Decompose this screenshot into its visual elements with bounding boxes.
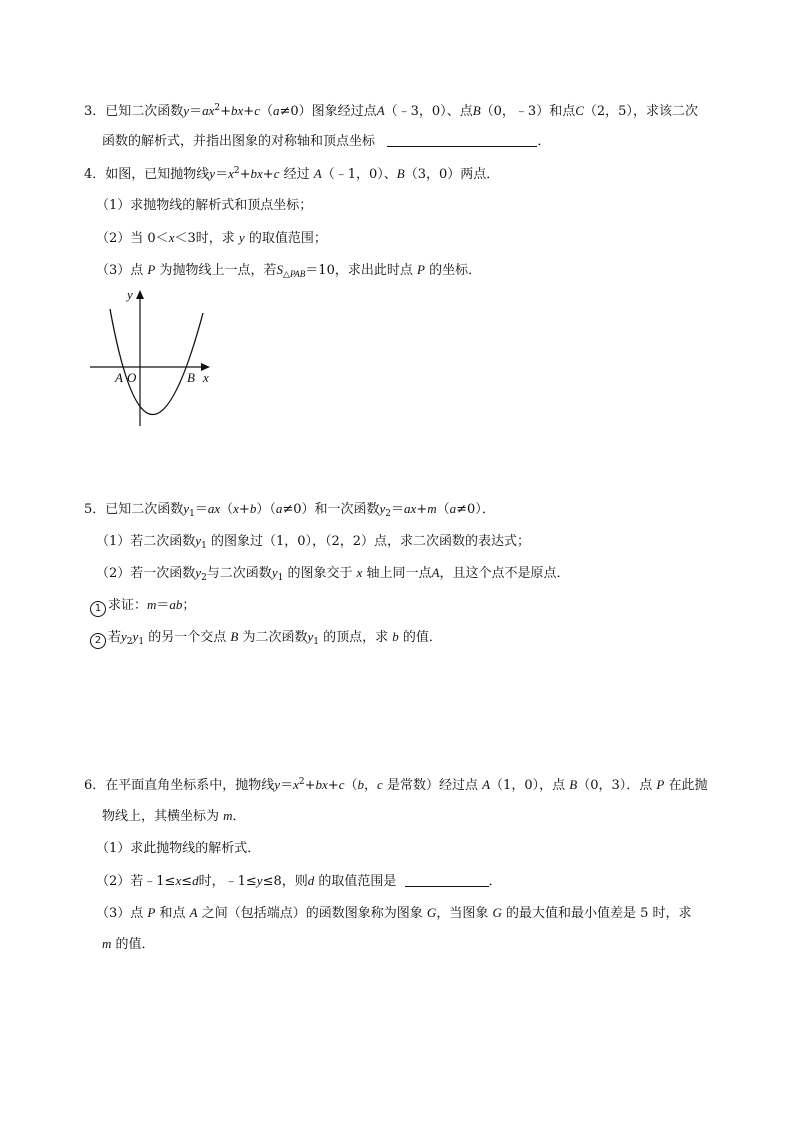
q3-line2: 函数的解析式，并指出图象的对称轴和顶点坐标 ． <box>102 134 551 149</box>
q4-number: 4． <box>84 167 106 182</box>
y-axis-label: y <box>127 287 133 302</box>
q6-line1: 6．在平面直角坐标系中，抛物线$y=x^2+bx+c(b$，c 是常数）经过点 A（1，0），点 B（0，3）．点 P 在此抛 <box>84 777 708 793</box>
q5-sub1: （1）若二次函数$y_1$ 的图象过（1，0），（2，2）点，求二次函数的表达式； <box>96 533 531 551</box>
q5-number: 5． <box>84 502 106 517</box>
q4-sub2: （2）当 0＜x＜3时，求 y 的取值范围； <box>96 230 327 246</box>
q5-part2: 2 若$y_2y_1$ 的另一个交点 B 为二次函数$y_1$ 的顶点，求 b 的值． <box>90 629 442 649</box>
q3-number: 3． <box>84 104 106 119</box>
parabola-figure <box>86 284 216 430</box>
q5-part1: 1 求证：m＝ab； <box>90 597 195 617</box>
point-a-label: A <box>115 370 123 385</box>
q5-line1: 5．已知二次函数$y_1=ax(x+b)(a\ne 0)$和一次函数$y_2=ax+m(a\ne 0)$． <box>84 501 495 519</box>
q6-number: 6． <box>84 778 106 793</box>
q6-sub3: （3）点 P 和点 A 之间（包括端点）的函数图象称为图象 G，当图象 G 的最大值和最小值差是 5 时，求 <box>96 905 692 921</box>
y-axis-arrow <box>136 290 144 299</box>
answer-blank[interactable] <box>387 134 537 147</box>
q4-sub3: （3）点 P 为抛物线上一点，若$S_{\triangle PAB}=10$，求出此时点 P 的坐标． <box>96 262 482 280</box>
circled-number-2: 2 <box>90 633 106 649</box>
q4-sub1: （1）求抛物线的解析式和顶点坐标； <box>96 198 313 213</box>
q6-sub1: （1）求此抛物线的解析式． <box>96 841 261 856</box>
origin-label: O <box>127 370 137 385</box>
q5-sub2: （2）若一次函数$y_2$与二次函数$y_1$ 的图象交于 x 轴上同一点A，且这个点不是原点． <box>96 565 570 583</box>
x-axis-label: x <box>203 370 209 385</box>
parabola-curve <box>110 309 203 415</box>
point-b-label: B <box>187 370 195 385</box>
q6-sub2: （2）若﹣1≤x≤d时，﹣1≤y≤8，则d 的取值范围是 ． <box>96 873 502 889</box>
answer-blank[interactable] <box>405 874 489 887</box>
q6-line5: m 的值． <box>102 936 155 952</box>
q6-line2: 物线上，其横坐标为 m． <box>102 808 246 824</box>
q3-line1: 3．已知二次函数$y=ax^2+bx+c(a\ne 0)$图象经过点A（﹣3，0）、点B（0，﹣3）和点C（2，5），求该二次 <box>84 103 698 119</box>
q4-line1: 4．如图，已知抛物线$y=x^2+bx+c$ 经过 A（﹣1，0）、B（3，0）两点． <box>84 166 500 182</box>
circled-number-1: 1 <box>90 601 106 617</box>
